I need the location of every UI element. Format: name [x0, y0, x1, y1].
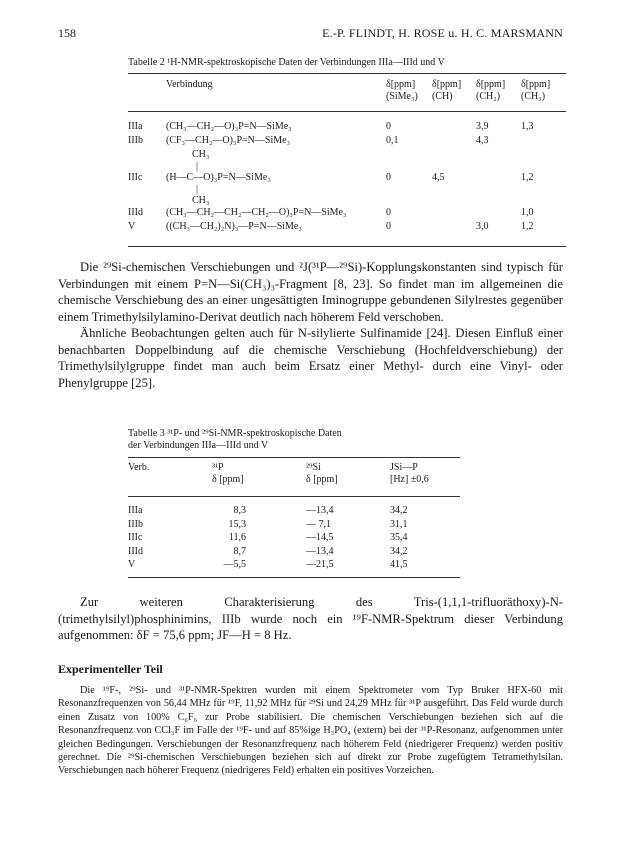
paragraph: Zur weiteren Charakterisierung des Tris-(1,1,1-trifluoräthoxy)-N-(trimethylsilyl)phosphinimins, IIIb wurde noch ein ¹⁹F-NMR-Spektrum dieser Verbindung aufgenommen: δF = 75,6 ppm; JF—H = 8 Hz.	[58, 595, 563, 642]
cell-value	[476, 149, 521, 207]
table2-header-compound: Verbindung	[166, 79, 213, 90]
row-formula: (H—C—O)₃P=N—SiMe₃	[166, 172, 271, 184]
row-label: V	[128, 221, 136, 232]
table-row	[128, 207, 566, 221]
row-formula: (CH₃—CH₂—CH₂—CH₂—O)₃P=N—SiMe₃	[166, 207, 347, 218]
table3-caption-line2: der Verbindungen IIIa—IIId und V	[128, 440, 269, 451]
table2-header-c1-bot: (SiMe₃)	[386, 91, 418, 102]
table3-header-p-bot: δ [ppm]	[212, 474, 244, 485]
cell-value	[432, 207, 476, 221]
table3-header-j-top: JSi—P	[390, 462, 418, 473]
table-row	[128, 135, 566, 149]
table-row	[128, 546, 460, 560]
table2-header-c1-top: δ[ppm]	[386, 79, 416, 90]
table3-header-rule	[128, 496, 460, 497]
paragraph: Ähnliche Beobachtungen gelten auch für N-silylierte Sulfinamide [24]. Diesen Einfluß einer benachbarten Doppelbindung auf die chemische Verschiebung (Hochfeldverschiebung) der Trimethylsilylgruppe findet man auch beim Ersatz einer Methyl- durch eine Vinyl- oder Phenylgruppe [25].	[58, 326, 563, 390]
formula-bottom-substituent: CH₃	[192, 195, 210, 207]
row-label: IIIa	[128, 505, 143, 516]
table3-header-row	[128, 462, 460, 486]
cell-value: 8,3	[233, 505, 246, 516]
row-label: IIId	[128, 545, 143, 557]
table-row	[128, 121, 566, 135]
table2-header-c2-top: δ[ppm]	[432, 79, 462, 90]
table3-bottom-rule	[128, 577, 460, 578]
table2	[128, 79, 566, 103]
cell-value	[432, 121, 476, 135]
cell-value: 4,5	[432, 172, 445, 183]
page-number: 158	[58, 26, 76, 40]
table2-header-c4-top: δ[ppm]	[521, 79, 551, 90]
table-row	[128, 559, 460, 573]
formula-bond-bottom: |	[196, 183, 199, 195]
formula-top-substituent: CH₃	[192, 149, 210, 161]
row-label: IIIb	[128, 135, 143, 146]
table3-header-p-top: ³¹P	[212, 462, 224, 473]
section-heading: Experimenteller Teil	[58, 662, 163, 676]
cell-value: 3,9	[476, 121, 489, 132]
table3	[128, 462, 460, 486]
table3-caption-line1: Tabelle 3 ³¹P- und ²⁹Si-NMR-spektroskopische Daten	[128, 428, 342, 439]
cell-value: 35,4	[390, 532, 408, 543]
cell-value: —13,4	[306, 545, 334, 557]
cell-value	[476, 207, 521, 221]
body-text-block	[58, 259, 563, 391]
cell-value: —14,5	[306, 532, 334, 543]
table3-top-rule	[128, 457, 460, 458]
row-label: V	[128, 559, 136, 570]
paragraph: Die ²⁹Si-chemischen Verschiebungen und ²J(³¹P—²⁹Si)-Kopplungskonstanten sind typisch für Verbindungen mit einem P=N—Si(CH₃)₃-Fragment [8, 23]. So findet man im allgemeinen die chemische Verschiebung des an einer ungesättigten Iminogruppe gebundenen Silylrestes gegenüber einem Trimethylsilylamino-Derivat deutlich nach höherem Feld verschoben.	[58, 260, 563, 324]
table-row	[128, 149, 566, 207]
table2-bottom-rule	[128, 246, 566, 247]
cell-value: 41,5	[390, 559, 408, 570]
cell-value	[432, 135, 476, 149]
cell-value: 1,2	[521, 221, 534, 232]
table2-caption: Tabelle 2 ¹H-NMR-spektroskopische Daten der Verbindungen IIIa—IIId und V	[128, 57, 445, 68]
table2-body	[128, 121, 566, 235]
cell-value: 3,0	[476, 221, 489, 232]
table3-header-j-bot: [Hz] ±0,6	[390, 474, 429, 485]
table3-header-si-top: ²⁹Si	[306, 462, 321, 473]
row-formula: (CH₃—CH₂—O)₃P=N—SiMe₃	[166, 121, 292, 132]
cell-value: 8,7	[233, 545, 246, 557]
cell-value: 31,1	[390, 518, 408, 530]
table-row	[128, 532, 460, 546]
cell-value: 4,3	[476, 135, 489, 146]
table3-body	[128, 505, 460, 573]
paragraph: Die ¹⁹F-, ²⁹Si- und ³¹P-NMR-Spektren wurden mit einem Spektrometer vom Typ Bruker HFX-60 mit Resonanzfrequenzen von 56,44 MHz für ¹⁹F, 11,92 MHz für ²⁹Si und 24,29 MHz für ³¹P ausgeführt. Das Feld wurde durch einen Zusatz von 100% C₆F₆ zur Probe stabilisiert. Die chemischen Verschiebungen beziehen sich auf die Resonanzfrequenz von CCl₃F im Falle der ¹⁹F- und auf 85%ige H₃PO₄ (extern) bei der ³¹P-Resonanz, aufgenommen unter gleichen Bedingungen. Verschiebungen der Resonanzfrequenz nach höherem Feld (niedrigerer Frequenz) werden positiv gerechnet. Die ²⁹Si-chemischen Verschiebungen beziehen sich auf direkt zur Probe zugefügtem Tetramethylsilan. Verschiebungen nach höherer Frequenz (niedrigeres Feld) erhalten ein positives Vorzeichen.	[58, 685, 563, 777]
table3-caption	[128, 428, 342, 452]
table2-header-c2-bot: (CH)	[432, 91, 453, 102]
table3-header-verb: Verb.	[128, 462, 150, 473]
row-label: IIIb	[128, 518, 143, 530]
row-label: IIIc	[128, 172, 143, 183]
cell-value: 0	[386, 172, 391, 183]
cell-value: 0,1	[386, 135, 399, 146]
table2-header-c4-bot: (CH₃)	[521, 91, 546, 102]
row-label: IIIa	[128, 121, 143, 132]
table3-header-si-bot: δ [ppm]	[306, 474, 338, 485]
cell-value: 15,3	[228, 518, 246, 530]
cell-value: 1,2	[521, 172, 534, 183]
body-text-block	[58, 594, 563, 644]
cell-value: —5,5	[223, 559, 246, 570]
cell-value: — 7,1	[306, 518, 331, 530]
cell-value: 0	[386, 207, 391, 218]
formula-bond-top: |	[196, 160, 199, 172]
cell-value: 34,2	[390, 505, 408, 516]
table2-header-c3-top: δ[ppm]	[476, 79, 506, 90]
cell-value: 34,2	[390, 545, 408, 557]
table2-header-row	[128, 79, 566, 103]
row-label: IIIc	[128, 532, 143, 543]
row-formula: ((CH₃—CH₂)₂N)₃—P=N—SiMe₃	[166, 221, 302, 232]
row-label: IIId	[128, 207, 143, 218]
cell-value: 1,3	[521, 121, 534, 132]
row-formula: (CF₃—CH₂—O)₃P=N—SiMe₃	[166, 135, 291, 146]
table2-top-rule	[128, 73, 566, 74]
cell-value: 11,6	[228, 532, 246, 543]
cell-value: 0	[386, 221, 391, 232]
cell-value: 0	[386, 121, 391, 132]
experimental-text-block	[58, 684, 563, 778]
page-header	[58, 26, 563, 42]
cell-value: —21,5	[306, 559, 334, 570]
table-row	[128, 221, 566, 235]
cell-value	[432, 221, 476, 235]
cell-value: —13,4	[306, 505, 334, 516]
table2-header-c3-bot: (CH₂)	[476, 91, 501, 102]
cell-value	[521, 135, 566, 149]
cell-value: 1,0	[521, 207, 534, 218]
table2-header-rule	[128, 111, 566, 112]
table-row	[128, 505, 460, 519]
running-head-authors: E.-P. FLINDT, H. ROSE u. H. C. MARSMANN	[322, 26, 563, 40]
table-row	[128, 519, 460, 533]
